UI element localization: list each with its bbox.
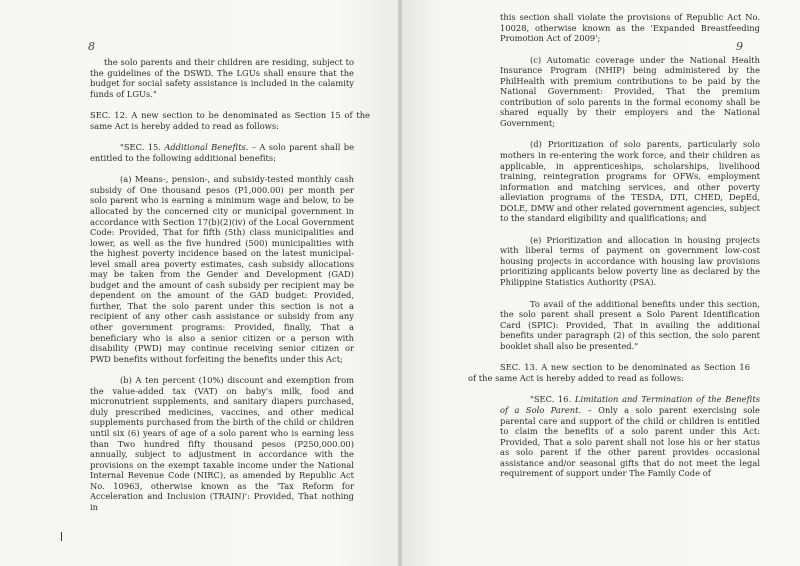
- right-page-number: 9: [736, 40, 743, 53]
- paragraph-benefit-c: (c) Automatic coverage under the National Health Insurance Program (NHIP) being administered by the PhilHealth with premium contributions to be paid by the National Government: Provided, That the premium contribution of solo parents in the formal economy shall be shared equally by their employers and the National Government;: [500, 54, 760, 128]
- paragraph-sec-16: "SEC. 16. Limitation and Termination of the Benefits of a Solo Parent. – Only a solo parent exercising sole parental care and support of the child or children is entitled to claim the benefits of a solo parent under this Act: Provided, That a solo parent shall not lose his or her status as solo parent if the other parent provides occasional assistance and/or seasonal gifts that do not meet the legal requirement of support under The Family Code of: [500, 394, 760, 479]
- paragraph-benefit-b: (b) A ten percent (10%) discount and exemption from the value-added tax (VAT) on baby's milk, food and micronutrient supplements, and sanitary diapers purchased, duly prescribed medicines, vaccines, and other medical supplements purchased from the birth of the child or children until six (6) years of age of a solo parent who is earning less than Two hundred fifty thousand pesos (P250,000.00) annually, subject to adjustment in accordance with the provisions on the exempt taxable income under the National Internal Revenue Code (NIRC), as amended by Republic Act No. 10963, otherwise known as the 'Tax Reform for Acceleration and Inclusion (TRAIN)': Provided, That nothing in: [90, 375, 354, 512]
- paragraph-benefit-a: (a) Means-, pension-, and subsidy-tested monthly cash subsidy of One thousand pesos (P1,000.00) per month per solo parent who is earning a minimum wage and below, to be allocated by the concerned city or municipal government in accordance with Section 17(b)(2)(iv) of the Local Government Code: Provided, That for fifth (5th) class municipalities and lower, as well as the five hundred (500) municipalities with the highest poverty incidence based on the latest municipal-level small area poverty estimates, cash subsidy allocations may be taken from the Gender and Development (GAD) budget and the amount of cash subsidy per recipient may be dependent on the amount of the GAD budget: Provided, further, That the solo parent under this section is not a recipient of any other cash assistance or subsidy from any other government programs: Provided, finally, That a beneficiary who is also a senior citizen or a person with disability (PWD) may continue receiving senior citizen or PWD benefits without forfeiting the benefits under this Act;: [90, 174, 354, 364]
- section-title: Additional Benefits.: [164, 142, 249, 153]
- left-page-number: 8: [88, 40, 95, 53]
- paragraph-benefit-e: (e) Prioritization and allocation in housing projects with liberal terms of payment on government low-cost housing projects in accordance with housing law provisions prioritizing applicants below poverty line as declared by the Philippine Statistics Authority (PSA).: [500, 234, 760, 288]
- paragraph-spic: To avail of the additional benefits under this section, the solo parent shall present a Solo Parent Identification Card (SPIC): Provided, That in availing the additional benefits under paragraph (2) of this section, the solo parent booklet shall also be presented.": [500, 298, 760, 351]
- paragraph-sec-15-heading: "SEC. 15. Additional Benefits. – A solo parent shall be entitled to the following additional benefits:: [90, 142, 354, 163]
- margin-mark: [61, 532, 62, 541]
- paragraph-breastfeeding-act: this section shall violate the provisions of Republic Act No. 10028, otherwise known as the 'Expanded Breastfeeding Promotion Act of 2009';: [500, 12, 760, 44]
- section-title: Limitation and Termination of the Benefits of a Solo Parent.: [500, 394, 760, 415]
- paragraph-sec-12: SEC. 12. A new section to be denominated as Section 15 of the same Act is hereby added to read as follows:: [90, 110, 370, 131]
- left-text-column: [90, 57, 370, 512]
- paragraph-lgu-funds: the solo parents and their children are residing, subject to the guidelines of the DSWD. The LGUs shall ensure that the budget for social safety assistance is included in the calamity funds of LGUs.": [90, 57, 354, 99]
- right-text-column: [468, 12, 760, 479]
- paragraph-benefit-d: (d) Prioritization of solo parents, particularly solo mothers in re-entering the work force, and their children as applicable, in apprenticeships, scholarships, livelihood training, reintegration programs for OFWs, employment information and matching services, and other poverty alleviation programs of the TESDA, DTI, CHED, DepEd, DOLE, DMW and other related government agencies, subject to the standard eligibility and qualifications; and: [500, 139, 760, 224]
- paragraph-sec-13: SEC. 13. A new section to be denominated as Section 16 of the same Act is hereby added to read as follows:: [468, 362, 750, 383]
